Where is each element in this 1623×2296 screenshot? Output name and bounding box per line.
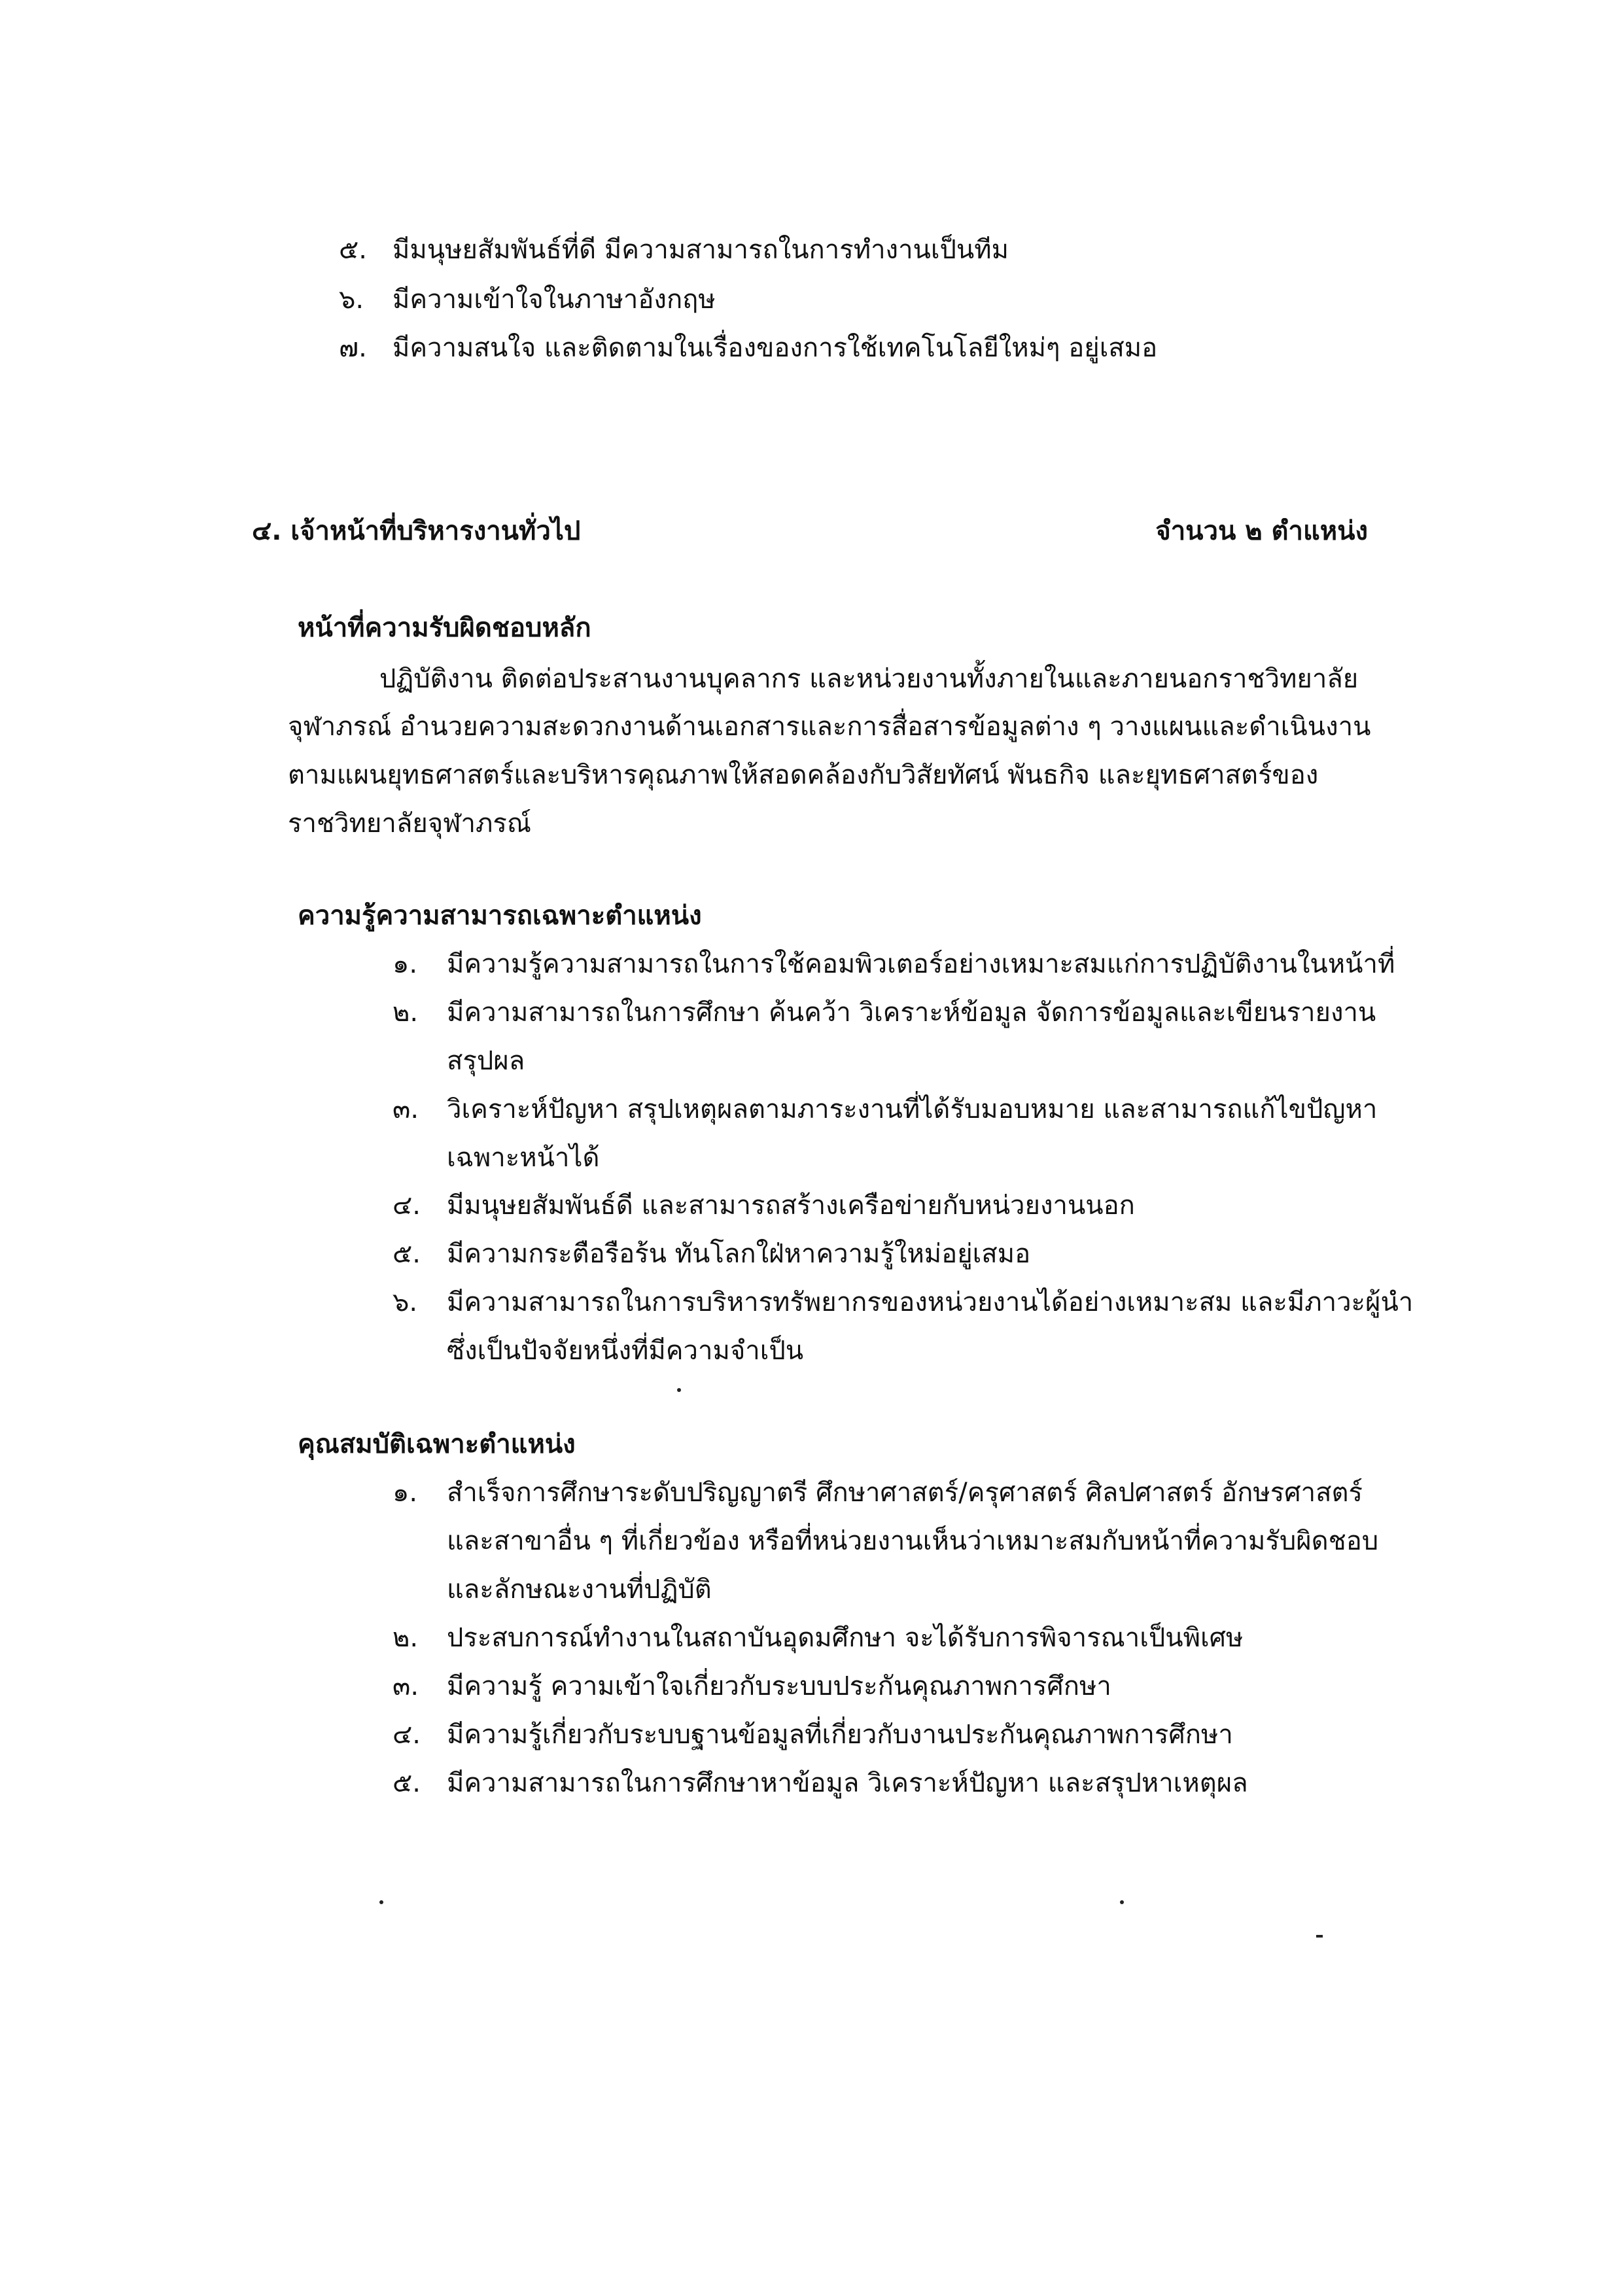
list-item-number: ๗. [339,333,367,363]
scan-speck [677,1388,681,1392]
qualification-item-text: มีความรู้เกี่ยวกับระบบฐานข้อมูลที่เกี่ยวกับงานประกันคุณภาพการศึกษา [447,1720,1233,1750]
position-title: ๔. เจ้าหน้าที่บริหารงานทั่วไป [252,516,581,546]
qualification-item-number: ๓. [393,1671,419,1701]
knowledge-item-text: เฉพาะหน้าได้ [447,1143,600,1173]
scan-speck [1316,1935,1323,1938]
knowledge-item-number: ๔. [393,1191,421,1221]
qualification-item-number: ๔. [393,1720,421,1750]
list-item-number: ๖. [339,285,364,315]
qualification-item-number: ๒. [393,1623,419,1653]
knowledge-item-number: ๓. [393,1094,419,1124]
qualification-item-text: ประสบการณ์ทำงานในสถาบันอุดมศึกษา จะได้รับการพิจารณาเป็นพิเศษ [447,1623,1244,1653]
qualification-item-text: และสาขาอื่น ๆ ที่เกี่ยวข้อง หรือที่หน่วยงานเห็นว่าเหมาะสมกับหน้าที่ความรับผิดชอบ [447,1526,1379,1556]
knowledge-item-number: ๑. [393,949,418,979]
knowledge-heading: ความรู้ความสามารถเฉพาะตำแหน่ง [298,901,702,931]
scan-speck [1120,1900,1124,1904]
knowledge-item-text: วิเคราะห์ปัญหา สรุปเหตุผลตามภาระงานที่ได้รับมอบหมาย และสามารถแก้ไขปัญหา [447,1094,1378,1124]
knowledge-item-number: ๖. [393,1287,418,1317]
knowledge-item-text: มีความสามารถในการบริหารทรัพยากรของหน่วยงานได้อย่างเหมาะสม และมีภาวะผู้นำ [447,1287,1414,1317]
qualification-item-number: ๑. [393,1478,418,1508]
qualification-item-text: และลักษณะงานที่ปฏิบัติ [447,1574,712,1605]
knowledge-item-number: ๒. [393,998,419,1028]
position-count: จำนวน ๒ ตำแหน่ง [1155,516,1368,546]
knowledge-item-text: มีความรู้ความสามารถในการใช้คอมพิวเตอร์อย่างเหมาะสมแก่การปฏิบัติงานในหน้าที่ [447,949,1395,979]
list-item-number: ๕. [339,235,367,265]
list-item-text: มีความสนใจ และติดตามในเรื่องของการใช้เทคโนโลยีใหม่ๆ อยู่เสมอ [393,333,1158,363]
qualification-item-text: มีความรู้ ความเข้าใจเกี่ยวกับระบบประกันคุณภาพการศึกษา [447,1671,1111,1701]
duties-heading: หน้าที่ความรับผิดชอบหลัก [298,613,591,643]
qualifications-heading: คุณสมบัติเฉพาะตำแหน่ง [298,1429,576,1459]
duties-line: ปฏิบัติงาน ติดต่อประสานงานบุคลากร และหน่วยงานทั้งภายในและภายนอกราชวิทยาลัย [379,664,1359,694]
duties-line: ราชวิทยาลัยจุฬาภรณ์ [288,809,531,839]
knowledge-item-text: สรุปผล [447,1046,525,1076]
qualification-item-text: สำเร็จการศึกษาระดับปริญญาตรี ศึกษาศาสตร์/ครุศาสตร์ ศิลปศาสตร์ อักษรศาสตร์ [447,1478,1363,1508]
knowledge-item-text: มีความสามารถในการศึกษา ค้นคว้า วิเคราะห์ข้อมูล จัดการข้อมูลและเขียนรายงาน [447,998,1376,1028]
knowledge-item-text: มีมนุษยสัมพันธ์ดี และสามารถสร้างเครือข่ายกับหน่วยงานนอก [447,1191,1135,1221]
qualification-item-number: ๕. [393,1768,421,1798]
knowledge-item-text: ซึ่งเป็นปัจจัยหนึ่งที่มีความจำเป็น [447,1336,804,1366]
list-item-text: มีมนุษยสัมพันธ์ที่ดี มีความสามารถในการทำงานเป็นทีม [393,235,1009,265]
knowledge-item-text: มีความกระตือรือร้น ทันโลกใฝ่หาความรู้ใหม่อยู่เสมอ [447,1239,1031,1269]
list-item-text: มีความเข้าใจในภาษาอังกฤษ [393,285,716,315]
qualification-item-text: มีความสามารถในการศึกษาหาข้อมูล วิเคราะห์ปัญหา และสรุปหาเหตุผล [447,1768,1248,1798]
scan-speck [379,1900,383,1904]
duties-line: ตามแผนยุทธศาสตร์และบริหารคุณภาพให้สอดคล้องกับวิสัยทัศน์ พันธกิจ และยุทธศาสตร์ของ [288,760,1319,790]
duties-line: จุฬาภรณ์ อำนวยความสะดวกงานด้านเอกสารและการสื่อสารข้อมูลต่าง ๆ วางแผนและดำเนินงาน [288,712,1371,742]
knowledge-item-number: ๕. [393,1239,421,1269]
